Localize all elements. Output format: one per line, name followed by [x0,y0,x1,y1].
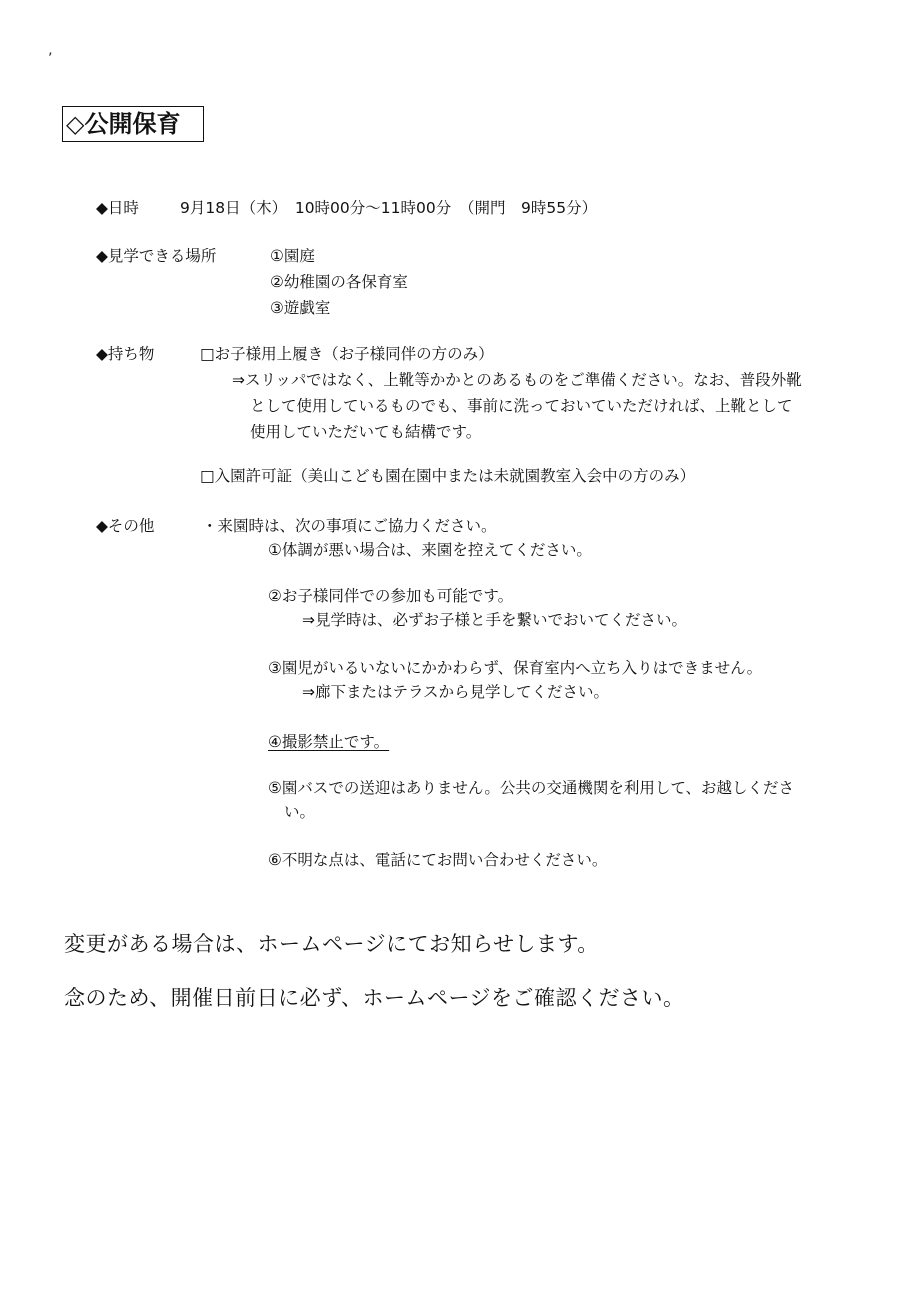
place-item-1: ①園庭 [270,247,315,265]
datetime-label: ◆日時 [96,199,139,217]
others-item-2: ②お子様同伴での参加も可能です。 [268,587,514,605]
places-label: ◆見学できる場所 [96,247,217,265]
datetime-value: 9月18日（木） 10時00分～11時00分 （開門 9時55分） [180,199,598,217]
others-item-4: ④撮影禁止です。 [268,733,390,751]
notice-line-2: 念のため、開催日前日に必ず、ホームページをご確認ください。 [64,986,685,1010]
place-item-3: ③遊戯室 [270,299,331,317]
others-item-5-line-1: ⑤園バスでの送迎はありません。公共の交通機関を利用して、お越しくださ [268,779,795,797]
others-item-6: ⑥不明な点は、電話にてお問い合わせください。 [268,851,608,869]
others-item-1: ①体調が悪い場合は、来園を控えてください。 [268,541,592,559]
place-item-2: ②幼稚園の各保育室 [270,273,408,291]
belongings-item-permit: □入園許可証（美山こども園在園中または未就園教室入会中の方のみ） [200,467,696,485]
belongings-item-indoor-shoes: □お子様用上履き（お子様同伴の方のみ） [200,345,494,363]
belongings-note-line-3: 使用していただいても結構です。 [250,423,482,441]
section-title: ◇公開保育 [66,110,181,138]
section-title-box [62,106,204,142]
belongings-label: ◆持ち物 [96,345,155,363]
notice-line-1: 変更がある場合は、ホームページにてお知らせします。 [64,932,599,956]
others-item-3: ③園児がいるいないにかかわらず、保育室内へ立ち入りはできません。 [268,659,763,677]
others-intro: ・来園時は、次の事項にご協力ください。 [202,517,497,535]
belongings-note-line-2: として使用しているものでも、事前に洗っておいていただければ、上靴として [250,397,793,415]
others-item-3-note: ⇒廊下またはテラスから見学してください。 [302,683,610,701]
stray-mark: ’ [48,51,53,67]
others-label: ◆その他 [96,517,155,535]
others-item-5-line-2: い。 [284,803,316,821]
others-item-2-note: ⇒見学時は、必ずお子様と手を繋いでおいてください。 [302,611,687,629]
belongings-note-line-1: ⇒スリッパではなく、上靴等かかとのあるものをご準備ください。なお、普段外靴 [232,371,802,389]
